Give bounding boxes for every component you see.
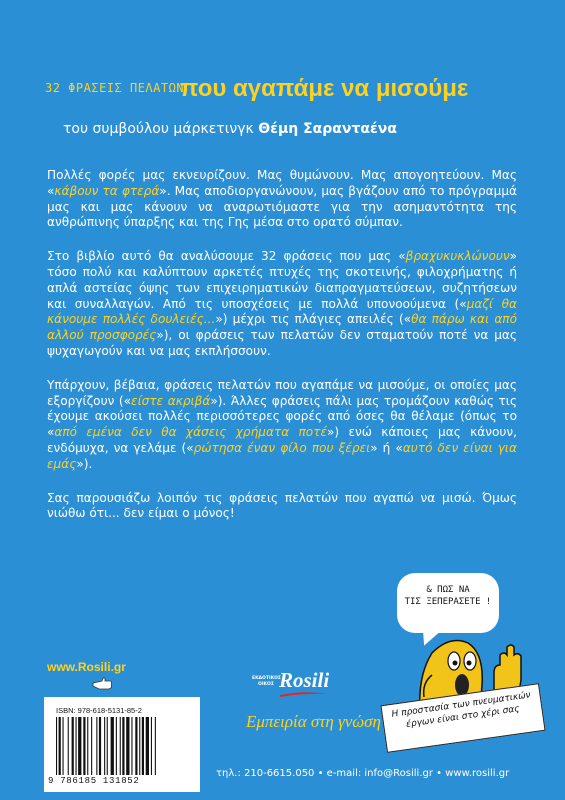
p3-text-e: »). <box>76 456 93 471</box>
bubble-line-2: ΤΙΣ ΞΕΠΕΡΑΣΕΤΕ ! <box>404 597 492 607</box>
blurb <box>47 168 517 540</box>
p3-text-d: » ή « <box>370 440 403 455</box>
big-title: που αγαπάμε να μισούμε <box>180 75 469 102</box>
blurb-paragraph-2 <box>47 249 517 360</box>
small-title: 32 ΦΡΑΣΕΙΣ ΠΕΛΑΤΩΝ <box>45 81 185 95</box>
p2-quote-3: θα πάρω και από αλλού προσφορές <box>47 312 517 343</box>
publisher-kind-line-1: ΕΚΔΟΤΙΚΟΣ <box>252 676 281 681</box>
p3-text-c: ») ενώ κάποιες μας κάνουν, ενδόμυχα, να γελάμε (« <box>47 425 517 455</box>
speech-bubble-text <box>402 584 494 608</box>
barcode-panel <box>44 697 200 792</box>
publisher-kind-line-2: ΟΙΚΟΣ <box>258 681 274 687</box>
pointing-hand-icon <box>92 676 112 690</box>
publisher-slogan: Εμπειρία στη γνώση <box>246 712 381 731</box>
p2-quote-1: βραχυκυκλώνουν <box>405 249 510 264</box>
p3-text-b: »). Άλλες φράσεις πάλι μας τρομάζουν καθώς τις έχουμε ακούσει πολλές περισσότερες φορές από όσες θα θέλαμε (όπως το « <box>47 393 517 440</box>
p3-quote-4: αυτό δεν είναι για εμάς <box>47 440 518 471</box>
p3-quote-3: ρώτησα έναν φίλο που ξέρει <box>193 440 371 455</box>
publisher-kind <box>252 676 280 687</box>
barcode-icon <box>54 717 190 775</box>
isbn-label: ISBN: 978-618-5131-85-2 <box>56 706 142 715</box>
p2-text-a: Στο βιβλίο αυτό θα αναλύσουμε 32 φράσεις που μας « <box>47 249 406 264</box>
website-link[interactable]: www.Rosili.gr <box>47 660 126 674</box>
p1-quote: κάβουν τα φτερά <box>54 183 160 198</box>
p3-quote-2: από εμένα δεν θα χάσεις χρήματα ποτέ <box>54 425 328 440</box>
title-row <box>45 76 545 104</box>
publisher-name: Rosili <box>279 668 330 692</box>
p2-text-b: » τόσο πολύ και καλύπτουν αρκετές πτυχές της σκοτεινής, φιλοχρήματης ή απλά αστείας όψης των επιχειρηματικών διαπραγματεύσεων, συζητήσεων και συναλλαγών. Από τις υποσχέσεις με πολλά υπονοούμενα (« <box>47 249 517 311</box>
p3-text-a: Υπάρχουν, βέβαια, φράσεις πελατών που αγαπάμε να μισούμε, οι οποίες μας εξοργίζουν (« <box>47 377 517 408</box>
p1-text-b: ». Μας αποδιοργανώνουν, μας βγάζουν από το πρόγραμμά μας και μας κάνουν να αναρωτιόμαστε για την ασημαντότητα της ανθρώπινης ύπαρξης και της Γης μέσα στο ορατό σύμπαν. <box>47 183 517 230</box>
copyright-banner-text: Η προστασία των πνευματικών έργων είναι στο χέρι σας <box>391 690 532 730</box>
blurb-paragraph-3 <box>47 378 517 473</box>
blurb-paragraph-1 <box>47 168 517 231</box>
p3-quote-1: είστε ακριβά <box>131 393 211 408</box>
publisher-swoosh-icon <box>280 691 328 697</box>
p1-text-a: Πολλές φορές μας εκνευρίζουν. Μας θυμώνουν. Μας απογοητεύουν. Μας « <box>47 168 517 198</box>
bubble-line-1: & ΠΩΣ ΝΑ <box>426 585 470 595</box>
blurb-paragraph-4: Σας παρουσιάζω λοιπόν τις φράσεις πελατών που αγαπώ να μισώ. Όμως νιώθω ότι... δεν είμαι ο μόνος! <box>47 490 517 521</box>
subtitle <box>63 121 397 137</box>
author-name: Θέμη Σαρανταένα <box>258 121 397 137</box>
publisher-logo <box>252 664 330 704</box>
contact-line: τηλ.: 210-6615.050 • e-mail: info@Rosili.gr • www.rosili.gr <box>216 768 510 779</box>
copyright-banner <box>380 683 545 753</box>
subtitle-prefix: του συμβούλου μάρκετινγκ <box>63 121 259 137</box>
barcode-digits: 9 786185 131852 <box>48 776 140 786</box>
p2-text-c: ») μέχρι τις πλάγιες απειλές (« <box>215 312 412 327</box>
p2-text-d: »), οι φράσεις των πελατών δεν σταματούν ποτέ να μας ψυχαγωγούν και να μας εκπλήσσουν. <box>47 328 517 358</box>
p2-quote-2: μαζί θα κάνουμε πολλές δουλειές... <box>47 296 517 327</box>
